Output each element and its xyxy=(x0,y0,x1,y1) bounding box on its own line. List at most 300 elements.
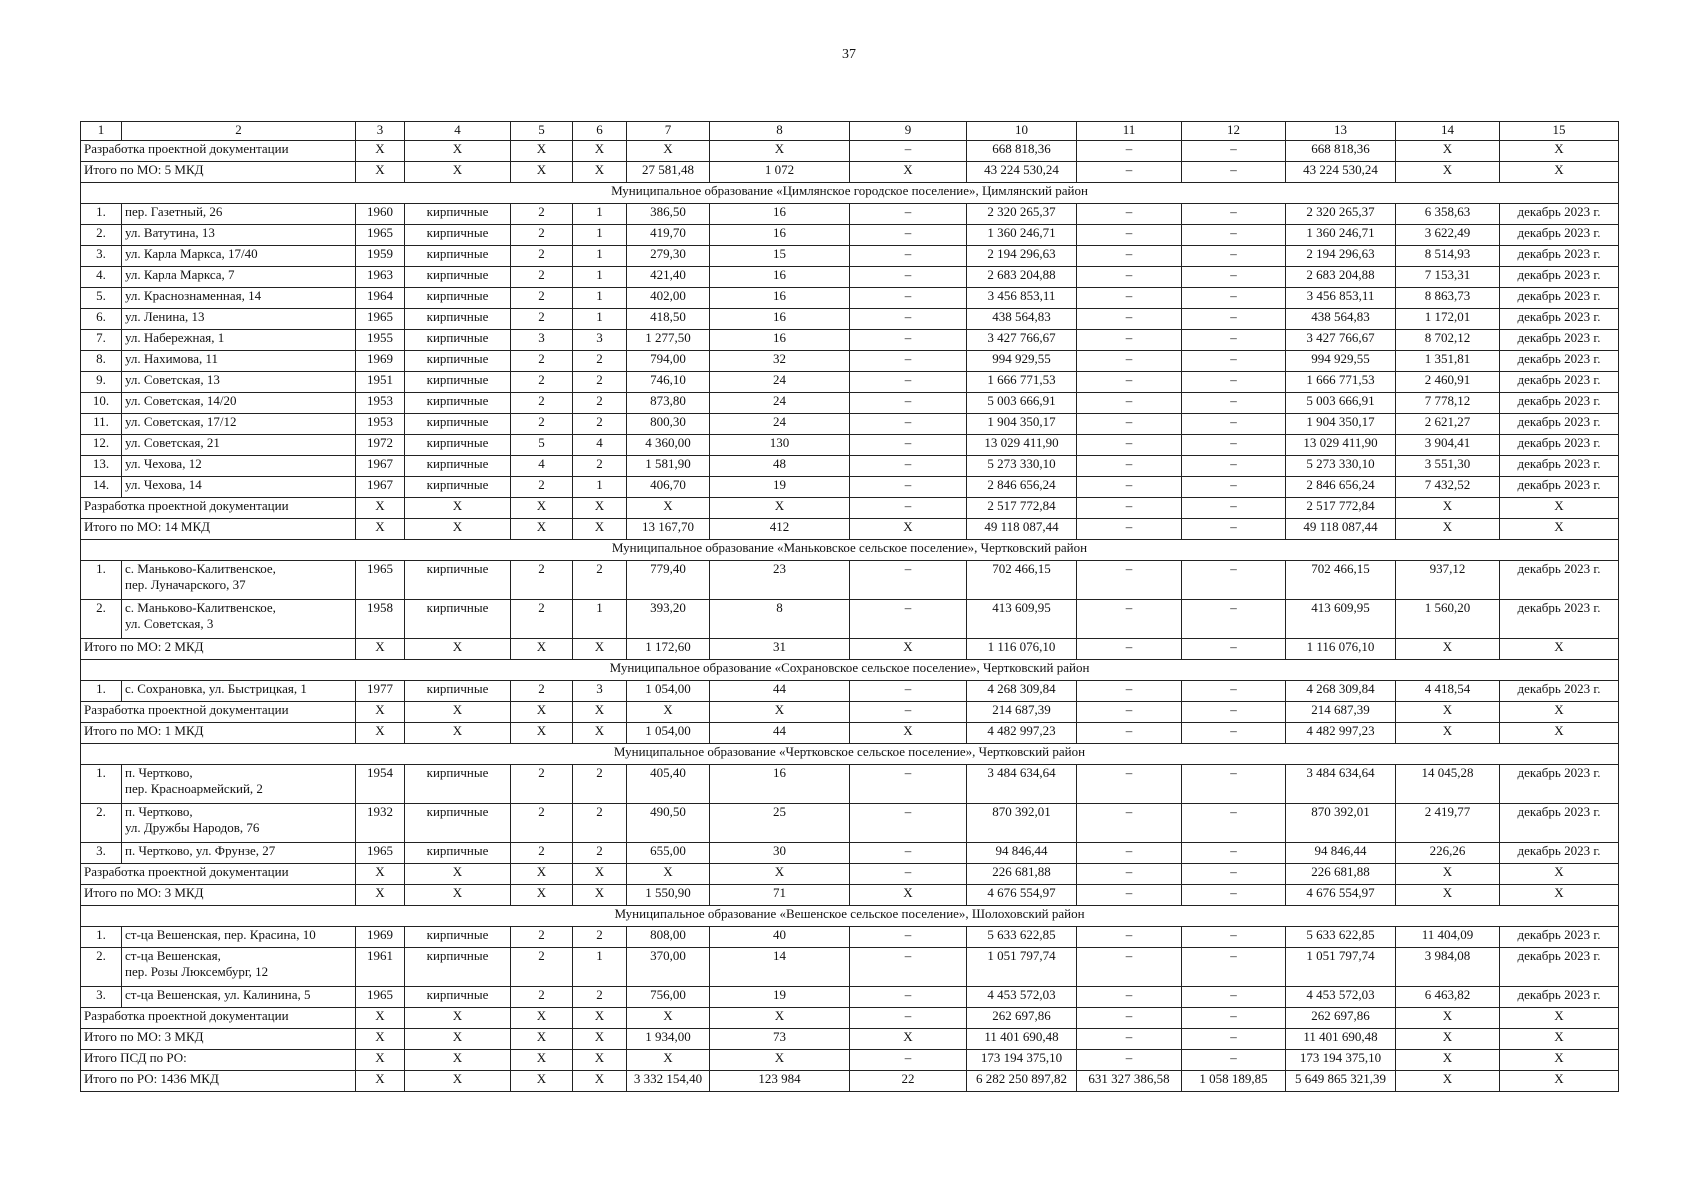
table-cell: – xyxy=(850,1008,967,1029)
address-line: п. Чертково, xyxy=(125,765,193,780)
table-cell: – xyxy=(1077,723,1182,744)
table-cell: 32 xyxy=(710,351,850,372)
address-line: ул. Дружбы Народов, 76 xyxy=(125,820,260,835)
table-cell: X xyxy=(511,864,573,885)
table-cell: кирпичные xyxy=(405,246,511,267)
section-title: Муниципальное образование «Цимлянское городское поселение», Цимлянский район xyxy=(81,183,1619,204)
section-header-row xyxy=(81,660,1619,681)
table-cell: 2 xyxy=(511,393,573,414)
table-cell: 1 xyxy=(573,477,627,498)
table-cell: 6 282 250 897,82 xyxy=(967,1071,1077,1092)
table-row xyxy=(81,435,1619,456)
table-cell: 4 xyxy=(511,456,573,477)
table-cell: – xyxy=(1077,1008,1182,1029)
table-cell: 1 xyxy=(573,288,627,309)
table-cell: – xyxy=(1182,330,1286,351)
column-number: 4 xyxy=(405,122,511,141)
table-cell: X xyxy=(1396,162,1500,183)
table-cell: кирпичные xyxy=(405,765,511,804)
table-cell: – xyxy=(850,927,967,948)
table-cell: X xyxy=(405,1029,511,1050)
total-row xyxy=(81,498,1619,519)
address-cell xyxy=(122,600,356,639)
table-cell: – xyxy=(1182,414,1286,435)
table-cell: 2 xyxy=(511,681,573,702)
address-line: ул. Ленина, 13 xyxy=(125,309,205,324)
row-number: 11. xyxy=(81,414,122,435)
table-cell: X xyxy=(573,723,627,744)
table-cell: X xyxy=(710,141,850,162)
table-cell: 4 453 572,03 xyxy=(967,987,1077,1008)
table-cell: X xyxy=(1500,1029,1619,1050)
table-cell: 7 432,52 xyxy=(1396,477,1500,498)
row-number: 12. xyxy=(81,435,122,456)
table-cell: X xyxy=(405,1050,511,1071)
table-cell: 173 194 375,10 xyxy=(1286,1050,1396,1071)
table-row xyxy=(81,948,1619,987)
table-cell: 1 904 350,17 xyxy=(967,414,1077,435)
table-cell: – xyxy=(1182,351,1286,372)
total-label: Итого по МО: 14 МКД xyxy=(81,519,356,540)
table-cell: – xyxy=(1077,1050,1182,1071)
table-cell: 262 697,86 xyxy=(967,1008,1077,1029)
row-number: 6. xyxy=(81,309,122,330)
table-cell: декабрь 2023 г. xyxy=(1500,351,1619,372)
table-cell: – xyxy=(1182,1008,1286,1029)
table-cell: – xyxy=(1182,843,1286,864)
address-line: ул. Краснознаменная, 14 xyxy=(125,288,262,303)
table-cell: X xyxy=(511,639,573,660)
table-cell: X xyxy=(1500,723,1619,744)
table-cell: – xyxy=(850,288,967,309)
table-cell: X xyxy=(1396,519,1500,540)
table-cell: X xyxy=(356,864,405,885)
table-cell: 6 463,82 xyxy=(1396,987,1500,1008)
table-cell: 1 360 246,71 xyxy=(1286,225,1396,246)
table-cell: декабрь 2023 г. xyxy=(1500,246,1619,267)
table-cell: 94 846,44 xyxy=(1286,843,1396,864)
table-cell: X xyxy=(356,1050,405,1071)
table-cell: 1932 xyxy=(356,804,405,843)
table-cell: X xyxy=(511,498,573,519)
table-cell: 2 xyxy=(511,372,573,393)
table-cell: X xyxy=(1500,1071,1619,1092)
table-cell: 2 517 772,84 xyxy=(1286,498,1396,519)
table-cell: декабрь 2023 г. xyxy=(1500,681,1619,702)
row-number: 9. xyxy=(81,372,122,393)
row-number: 8. xyxy=(81,351,122,372)
table-cell: – xyxy=(1077,393,1182,414)
table-cell: 3 xyxy=(511,330,573,351)
table-cell: кирпичные xyxy=(405,681,511,702)
table-cell: 1 xyxy=(573,267,627,288)
table-cell: – xyxy=(1182,702,1286,723)
table-row xyxy=(81,477,1619,498)
table-cell: 2 320 265,37 xyxy=(1286,204,1396,225)
table-cell: – xyxy=(850,225,967,246)
total-row xyxy=(81,162,1619,183)
address-cell xyxy=(122,267,356,288)
table-cell: 1 051 797,74 xyxy=(1286,948,1396,987)
table-cell: – xyxy=(1077,765,1182,804)
table-cell: 1972 xyxy=(356,435,405,456)
table-cell: X xyxy=(573,1008,627,1029)
address-line: ул. Советская, 17/12 xyxy=(125,414,237,429)
table-cell: 25 xyxy=(710,804,850,843)
table-cell: – xyxy=(1182,498,1286,519)
table-cell: 1961 xyxy=(356,948,405,987)
table-cell: декабрь 2023 г. xyxy=(1500,456,1619,477)
table-cell: 4 676 554,97 xyxy=(967,885,1077,906)
table-cell: – xyxy=(850,414,967,435)
table-cell: – xyxy=(1077,681,1182,702)
table-cell: 2 419,77 xyxy=(1396,804,1500,843)
table-cell: X xyxy=(405,885,511,906)
table-row xyxy=(81,330,1619,351)
table-cell: X xyxy=(1396,639,1500,660)
table-cell: кирпичные xyxy=(405,843,511,864)
table-cell: X xyxy=(356,1071,405,1092)
table-row xyxy=(81,351,1619,372)
address-line: ул. Нахимова, 11 xyxy=(125,351,219,366)
table-cell: – xyxy=(850,948,967,987)
table-cell: кирпичные xyxy=(405,372,511,393)
table-cell: 3 427 766,67 xyxy=(967,330,1077,351)
table-cell: 800,30 xyxy=(627,414,710,435)
table-cell: 8 702,12 xyxy=(1396,330,1500,351)
address-cell xyxy=(122,435,356,456)
table-cell: декабрь 2023 г. xyxy=(1500,393,1619,414)
section-header-row xyxy=(81,906,1619,927)
table-cell: – xyxy=(1182,225,1286,246)
table-cell: кирпичные xyxy=(405,330,511,351)
table-cell: 6 358,63 xyxy=(1396,204,1500,225)
table-cell: – xyxy=(1182,1029,1286,1050)
table-cell: кирпичные xyxy=(405,600,511,639)
table-cell: 490,50 xyxy=(627,804,710,843)
table-cell: 3 984,08 xyxy=(1396,948,1500,987)
address-cell xyxy=(122,927,356,948)
address-line: ул. Чехова, 12 xyxy=(125,456,202,471)
table-cell: – xyxy=(1182,600,1286,639)
table-cell: X xyxy=(356,162,405,183)
table-cell: 14 xyxy=(710,948,850,987)
address-line: ст-ца Вешенская, xyxy=(125,948,221,963)
total-label: Разработка проектной документации xyxy=(81,1008,356,1029)
table-cell: – xyxy=(1182,435,1286,456)
table-cell: 43 224 530,24 xyxy=(1286,162,1396,183)
column-number: 14 xyxy=(1396,122,1500,141)
table-cell: 756,00 xyxy=(627,987,710,1008)
table-cell: 5 003 666,91 xyxy=(1286,393,1396,414)
table-cell: 226 681,88 xyxy=(967,864,1077,885)
table-cell: 4 268 309,84 xyxy=(967,681,1077,702)
table-cell: 1 xyxy=(573,948,627,987)
table-cell: 2 xyxy=(573,987,627,1008)
table-cell: 2 xyxy=(573,372,627,393)
total-row xyxy=(81,639,1619,660)
address-line: с. Маньково-Калитвенское, xyxy=(125,561,276,576)
table-cell: – xyxy=(1077,435,1182,456)
table-cell: X xyxy=(405,639,511,660)
section-title: Муниципальное образование «Чертковское сельское поселение», Чертковский район xyxy=(81,744,1619,765)
table-cell: 2 xyxy=(573,804,627,843)
table-cell: X xyxy=(356,885,405,906)
table-row xyxy=(81,765,1619,804)
table-cell: 1965 xyxy=(356,309,405,330)
table-cell: 3 484 634,64 xyxy=(1286,765,1396,804)
table-cell: 1 934,00 xyxy=(627,1029,710,1050)
table-cell: X xyxy=(850,1029,967,1050)
table-cell: – xyxy=(1182,309,1286,330)
table-cell: 2 xyxy=(573,351,627,372)
table-cell: 3 456 853,11 xyxy=(967,288,1077,309)
table-cell: – xyxy=(1182,477,1286,498)
table-cell: 43 224 530,24 xyxy=(967,162,1077,183)
table-cell: 94 846,44 xyxy=(967,843,1077,864)
table-row xyxy=(81,843,1619,864)
table-cell: 3 456 853,11 xyxy=(1286,288,1396,309)
table-cell: 11 401 690,48 xyxy=(967,1029,1077,1050)
table-cell: – xyxy=(1077,498,1182,519)
total-label: Итого по РО: 1436 МКД xyxy=(81,1071,356,1092)
table-cell: 4 676 554,97 xyxy=(1286,885,1396,906)
table-cell: 40 xyxy=(710,927,850,948)
table-cell: X xyxy=(405,498,511,519)
table-cell: X xyxy=(1500,498,1619,519)
table-cell: 870 392,01 xyxy=(967,804,1077,843)
table-cell: X xyxy=(356,1008,405,1029)
table-cell: 31 xyxy=(710,639,850,660)
table-cell: X xyxy=(1500,162,1619,183)
table-cell: X xyxy=(356,639,405,660)
table-cell: – xyxy=(1182,987,1286,1008)
table-cell: X xyxy=(1500,885,1619,906)
table-cell: 14 045,28 xyxy=(1396,765,1500,804)
table-cell: – xyxy=(1077,309,1182,330)
table-cell: X xyxy=(573,885,627,906)
table-cell: 24 xyxy=(710,393,850,414)
table-row xyxy=(81,681,1619,702)
table-cell: 1955 xyxy=(356,330,405,351)
table-cell: декабрь 2023 г. xyxy=(1500,477,1619,498)
table-cell: декабрь 2023 г. xyxy=(1500,330,1619,351)
table-cell: 226,26 xyxy=(1396,843,1500,864)
table-cell: – xyxy=(850,1050,967,1071)
address-line: ул. Советская, 14/20 xyxy=(125,393,237,408)
table-cell: декабрь 2023 г. xyxy=(1500,948,1619,987)
table-cell: – xyxy=(850,864,967,885)
table-row xyxy=(81,561,1619,600)
row-number: 13. xyxy=(81,456,122,477)
table-cell: 438 564,83 xyxy=(967,309,1077,330)
total-row xyxy=(81,723,1619,744)
table-cell: декабрь 2023 г. xyxy=(1500,204,1619,225)
table-cell: X xyxy=(356,519,405,540)
table-cell: – xyxy=(1182,927,1286,948)
table-cell: 16 xyxy=(710,288,850,309)
table-row xyxy=(81,309,1619,330)
table-cell: 2 846 656,24 xyxy=(1286,477,1396,498)
table-cell: – xyxy=(850,435,967,456)
table-cell: 1 666 771,53 xyxy=(1286,372,1396,393)
table-cell: 3 xyxy=(573,330,627,351)
table-cell: 370,00 xyxy=(627,948,710,987)
column-number: 5 xyxy=(511,122,573,141)
table-cell: кирпичные xyxy=(405,804,511,843)
address-cell xyxy=(122,351,356,372)
table-cell: 1958 xyxy=(356,600,405,639)
table-cell: 1 051 797,74 xyxy=(967,948,1077,987)
table-cell: X xyxy=(573,498,627,519)
table-cell: кирпичные xyxy=(405,435,511,456)
table-cell: 3 904,41 xyxy=(1396,435,1500,456)
total-row xyxy=(81,1029,1619,1050)
table-cell: декабрь 2023 г. xyxy=(1500,927,1619,948)
table-cell: X xyxy=(1396,885,1500,906)
table-cell: – xyxy=(1077,372,1182,393)
total-label: Итого по МО: 3 МКД xyxy=(81,1029,356,1050)
table-cell: 1 054,00 xyxy=(627,681,710,702)
table-cell: 16 xyxy=(710,267,850,288)
table-cell: декабрь 2023 г. xyxy=(1500,225,1619,246)
table-cell: 19 xyxy=(710,477,850,498)
table-cell: – xyxy=(1182,519,1286,540)
table-cell: – xyxy=(1077,414,1182,435)
row-number: 4. xyxy=(81,267,122,288)
table-cell: X xyxy=(1396,702,1500,723)
column-number-row xyxy=(81,122,1619,141)
table-body xyxy=(81,122,1619,1092)
table-cell: – xyxy=(850,498,967,519)
table-cell: – xyxy=(1182,885,1286,906)
table-cell: X xyxy=(627,864,710,885)
table-cell: – xyxy=(1077,246,1182,267)
table-cell: X xyxy=(573,702,627,723)
table-cell: – xyxy=(1077,864,1182,885)
table-cell: 3 xyxy=(573,681,627,702)
table-cell: X xyxy=(850,723,967,744)
row-number: 1. xyxy=(81,927,122,948)
table-cell: 702 466,15 xyxy=(967,561,1077,600)
address-cell xyxy=(122,948,356,987)
table-cell: X xyxy=(1396,723,1500,744)
table-cell: 4 482 997,23 xyxy=(1286,723,1396,744)
table-cell: 1 172,01 xyxy=(1396,309,1500,330)
table-row xyxy=(81,225,1619,246)
table-cell: 2 xyxy=(573,393,627,414)
table-cell: – xyxy=(1077,948,1182,987)
table-cell: – xyxy=(1077,519,1182,540)
table-cell: 2 xyxy=(511,843,573,864)
table-cell: 2 517 772,84 xyxy=(967,498,1077,519)
address-line: пер. Луначарского, 37 xyxy=(125,577,246,592)
table-cell: – xyxy=(850,561,967,600)
table-cell: 5 003 666,91 xyxy=(967,393,1077,414)
address-cell xyxy=(122,225,356,246)
table-cell: 15 xyxy=(710,246,850,267)
table-cell: X xyxy=(573,639,627,660)
table-cell: 1 072 xyxy=(710,162,850,183)
table-cell: X xyxy=(1500,639,1619,660)
table-cell: – xyxy=(1077,927,1182,948)
table-cell: кирпичные xyxy=(405,477,511,498)
address-cell xyxy=(122,372,356,393)
table-cell: декабрь 2023 г. xyxy=(1500,414,1619,435)
table-cell: декабрь 2023 г. xyxy=(1500,765,1619,804)
table-cell: X xyxy=(511,885,573,906)
table-cell: 655,00 xyxy=(627,843,710,864)
total-row xyxy=(81,1008,1619,1029)
column-number: 12 xyxy=(1182,122,1286,141)
table-cell: 2 194 296,63 xyxy=(1286,246,1396,267)
section-header-row xyxy=(81,540,1619,561)
row-number: 3. xyxy=(81,246,122,267)
table-row xyxy=(81,246,1619,267)
address-cell xyxy=(122,414,356,435)
table-cell: X xyxy=(573,864,627,885)
table-cell: декабрь 2023 г. xyxy=(1500,561,1619,600)
total-label: Разработка проектной документации xyxy=(81,498,356,519)
table-cell: кирпичные xyxy=(405,288,511,309)
table-cell: 668 818,36 xyxy=(967,141,1077,162)
table-cell: 30 xyxy=(710,843,850,864)
column-number: 1 xyxy=(81,122,122,141)
address-cell xyxy=(122,330,356,351)
address-line: ул. Чехова, 14 xyxy=(125,477,202,492)
table-cell: 1960 xyxy=(356,204,405,225)
table-cell: 5 xyxy=(511,435,573,456)
table-cell: 873,80 xyxy=(627,393,710,414)
table-cell: 2 xyxy=(511,288,573,309)
table-cell: 1 560,20 xyxy=(1396,600,1500,639)
table-cell: 3 622,49 xyxy=(1396,225,1500,246)
table-row xyxy=(81,204,1619,225)
table-cell: 24 xyxy=(710,414,850,435)
table-cell: 1 xyxy=(573,204,627,225)
table-cell: 8 514,93 xyxy=(1396,246,1500,267)
table-cell: – xyxy=(850,372,967,393)
table-cell: – xyxy=(850,330,967,351)
section-title: Муниципальное образование «Сохрановское сельское поселение», Чертковский район xyxy=(81,660,1619,681)
address-line: ст-ца Вешенская, ул. Калинина, 5 xyxy=(125,987,311,1002)
table-cell: 44 xyxy=(710,681,850,702)
table-cell: X xyxy=(1396,1071,1500,1092)
table-cell: 214 687,39 xyxy=(967,702,1077,723)
table-cell: – xyxy=(1077,330,1182,351)
table-cell: 1953 xyxy=(356,393,405,414)
table-cell: – xyxy=(1077,843,1182,864)
table-cell: – xyxy=(1077,804,1182,843)
table-cell: 808,00 xyxy=(627,927,710,948)
table-cell: X xyxy=(511,702,573,723)
table-cell: – xyxy=(1182,864,1286,885)
total-label: Итого ПСД по РО: xyxy=(81,1050,356,1071)
table-cell: 702 466,15 xyxy=(1286,561,1396,600)
table-cell: 1 360 246,71 xyxy=(967,225,1077,246)
address-cell xyxy=(122,804,356,843)
table-cell: – xyxy=(1182,162,1286,183)
table-cell: 994 929,55 xyxy=(1286,351,1396,372)
row-number: 1. xyxy=(81,765,122,804)
table-cell: X xyxy=(356,723,405,744)
row-number: 2. xyxy=(81,225,122,246)
table-cell: 4 418,54 xyxy=(1396,681,1500,702)
table-cell: X xyxy=(573,519,627,540)
address-line: п. Чертково, ул. Фрунзе, 27 xyxy=(125,843,276,858)
table-cell: X xyxy=(1396,1029,1500,1050)
table-cell: – xyxy=(850,393,967,414)
